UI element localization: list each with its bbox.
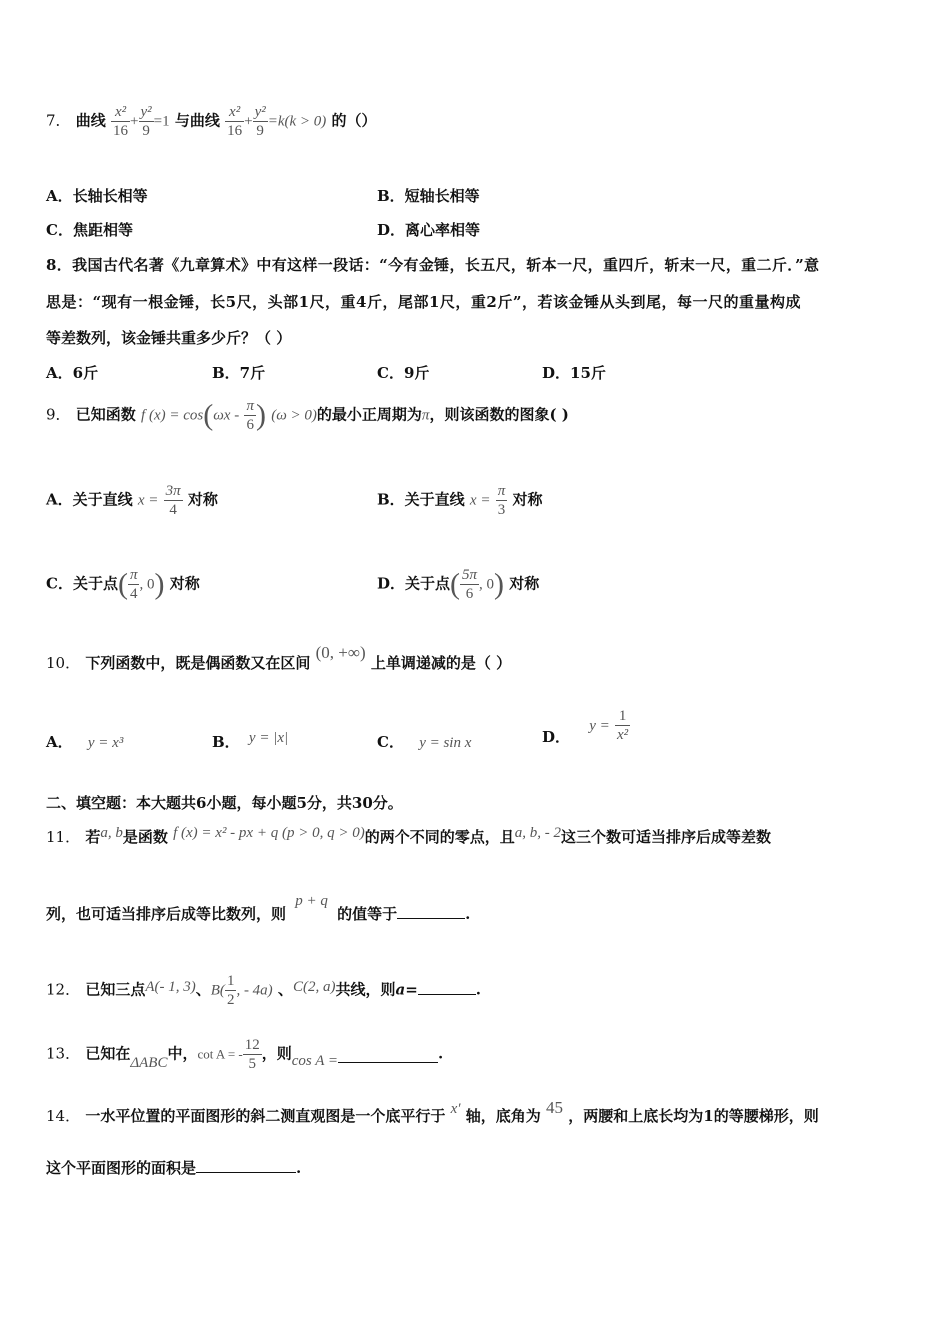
q7-frac-x2-16-b: $\frac{\text{x²}}{16}$ (227, 104, 243, 139)
q13-answer-blank[interactable] (338, 1061, 438, 1063)
q9-option-c[interactable]: C．关于点( $\frac{\pi}{4}$ , 0) 对称 (46, 567, 200, 602)
q14-line2: 这个平面图形的面积是 . (46, 1159, 302, 1177)
q7-option-b[interactable]: B．短轴长相等 (377, 187, 480, 205)
q12-answer-blank[interactable] (418, 993, 476, 995)
q10-option-b[interactable]: B． y = |x| (212, 730, 289, 751)
q8-option-c[interactable]: C．9斤 (377, 364, 430, 382)
q7-number: 7． (46, 111, 71, 130)
q9-stem: 9． 已知函数 f (x) = cos(ωx - $\frac{\pi}{6}$ ) (ω > 0)的最小正周期为π，则该函数的图象( ) (46, 398, 569, 433)
q9-option-b[interactable]: B．关于直线 x = $\frac{\pi}{3}$ 对称 (377, 483, 543, 518)
q13-stem: 13． 已知在ΔABC中，cot A = - $\frac{12}{5}$ ，则cos A = . (46, 1037, 444, 1072)
q12-stem: 12． 已知三点A(- 1, 3)、B( $\frac{1}{2}$ , - 4a) 、C(2, a)共线，则a= . (46, 973, 481, 1008)
section-2-heading: 二、填空题：本大题共6小题，每小题5分，共30分。 (46, 794, 403, 812)
q9-frac-pi-6: $\frac{\pi}{6}$ (246, 398, 254, 433)
q8-option-d[interactable]: D．15斤 (542, 364, 606, 382)
q7-frac-y2-9-b: $\frac{\text{y²}}{9}$ (254, 104, 266, 139)
q11-line1: 11． 若a, b是函数 f (x) = x² - px + q (p > 0, q > 0)的两个不同的零点，且a, b, - 2这三个数可适当排序后成等差数 (46, 825, 771, 846)
q11-answer-blank[interactable] (397, 917, 465, 919)
q8-line2: 思是：“现有一根金锤，长5尺，头部1尺，重4斤，尾部1尺，重2斤”，若该金锤从头到尾，每一尺的重量构成 (46, 293, 801, 311)
q7-frac-x2-16: $\frac{\text{x²}}{16}$ (113, 104, 129, 139)
q9-option-d[interactable]: D．关于点( $\frac{5\pi}{6}$ , 0) 对称 (377, 567, 540, 602)
q7-stem: 7． 曲线 $\frac{\text{x²}}{16}$ + $\frac{\text{y²}}{9}$ =1 与曲线 $\frac{\text{x²}}{16}$ + $\frac{\text{y²}}{9}$ =k(k > 0) 的（） (46, 104, 377, 139)
q9-option-a[interactable]: A．关于直线 x = $\frac{3\pi}{4}$ 对称 (46, 483, 218, 518)
q10-option-d[interactable]: D． y = $\frac{1}{\text{x²}}$ (542, 708, 629, 746)
q7-option-a[interactable]: A．长轴长相等 (46, 187, 148, 205)
q7-frac-y2-9: $\frac{\text{y²}}{9}$ (140, 104, 152, 139)
q11-line2: 列，也可适当排序后成等比数列，则 p + q 的值等于 . (46, 893, 471, 923)
q14-answer-blank[interactable] (196, 1171, 296, 1173)
q8-line1: 8．我国古代名著《九章算术》中有这样一段话：“今有金锤，长五尺，斩本一尺，重四斤，斩末一尺，重二斤．”意 (46, 256, 820, 274)
q7-option-c[interactable]: C．焦距相等 (46, 221, 133, 239)
q14-line1: 14． 一水平位置的平面图形的斜二测直观图是一个底平行于 x′ 轴，底角为 45 ，两腰和上底长均为1的等腰梯形，则 (46, 1098, 819, 1125)
q10-option-a[interactable]: A． y = x³ (46, 733, 124, 751)
q10-stem: 10． 下列函数中，既是偶函数又在区间 (0, +∞) 上单调递减的是（ ） (46, 643, 512, 672)
q8-option-a[interactable]: A．6斤 (46, 364, 99, 382)
q7-option-d[interactable]: D．离心率相等 (377, 221, 481, 239)
q8-option-b[interactable]: B．7斤 (212, 364, 266, 382)
q10-option-c[interactable]: C． y = sin x (377, 733, 472, 751)
q8-line3: 等差数列，该金锤共重多少斤？（ ） (46, 329, 292, 347)
